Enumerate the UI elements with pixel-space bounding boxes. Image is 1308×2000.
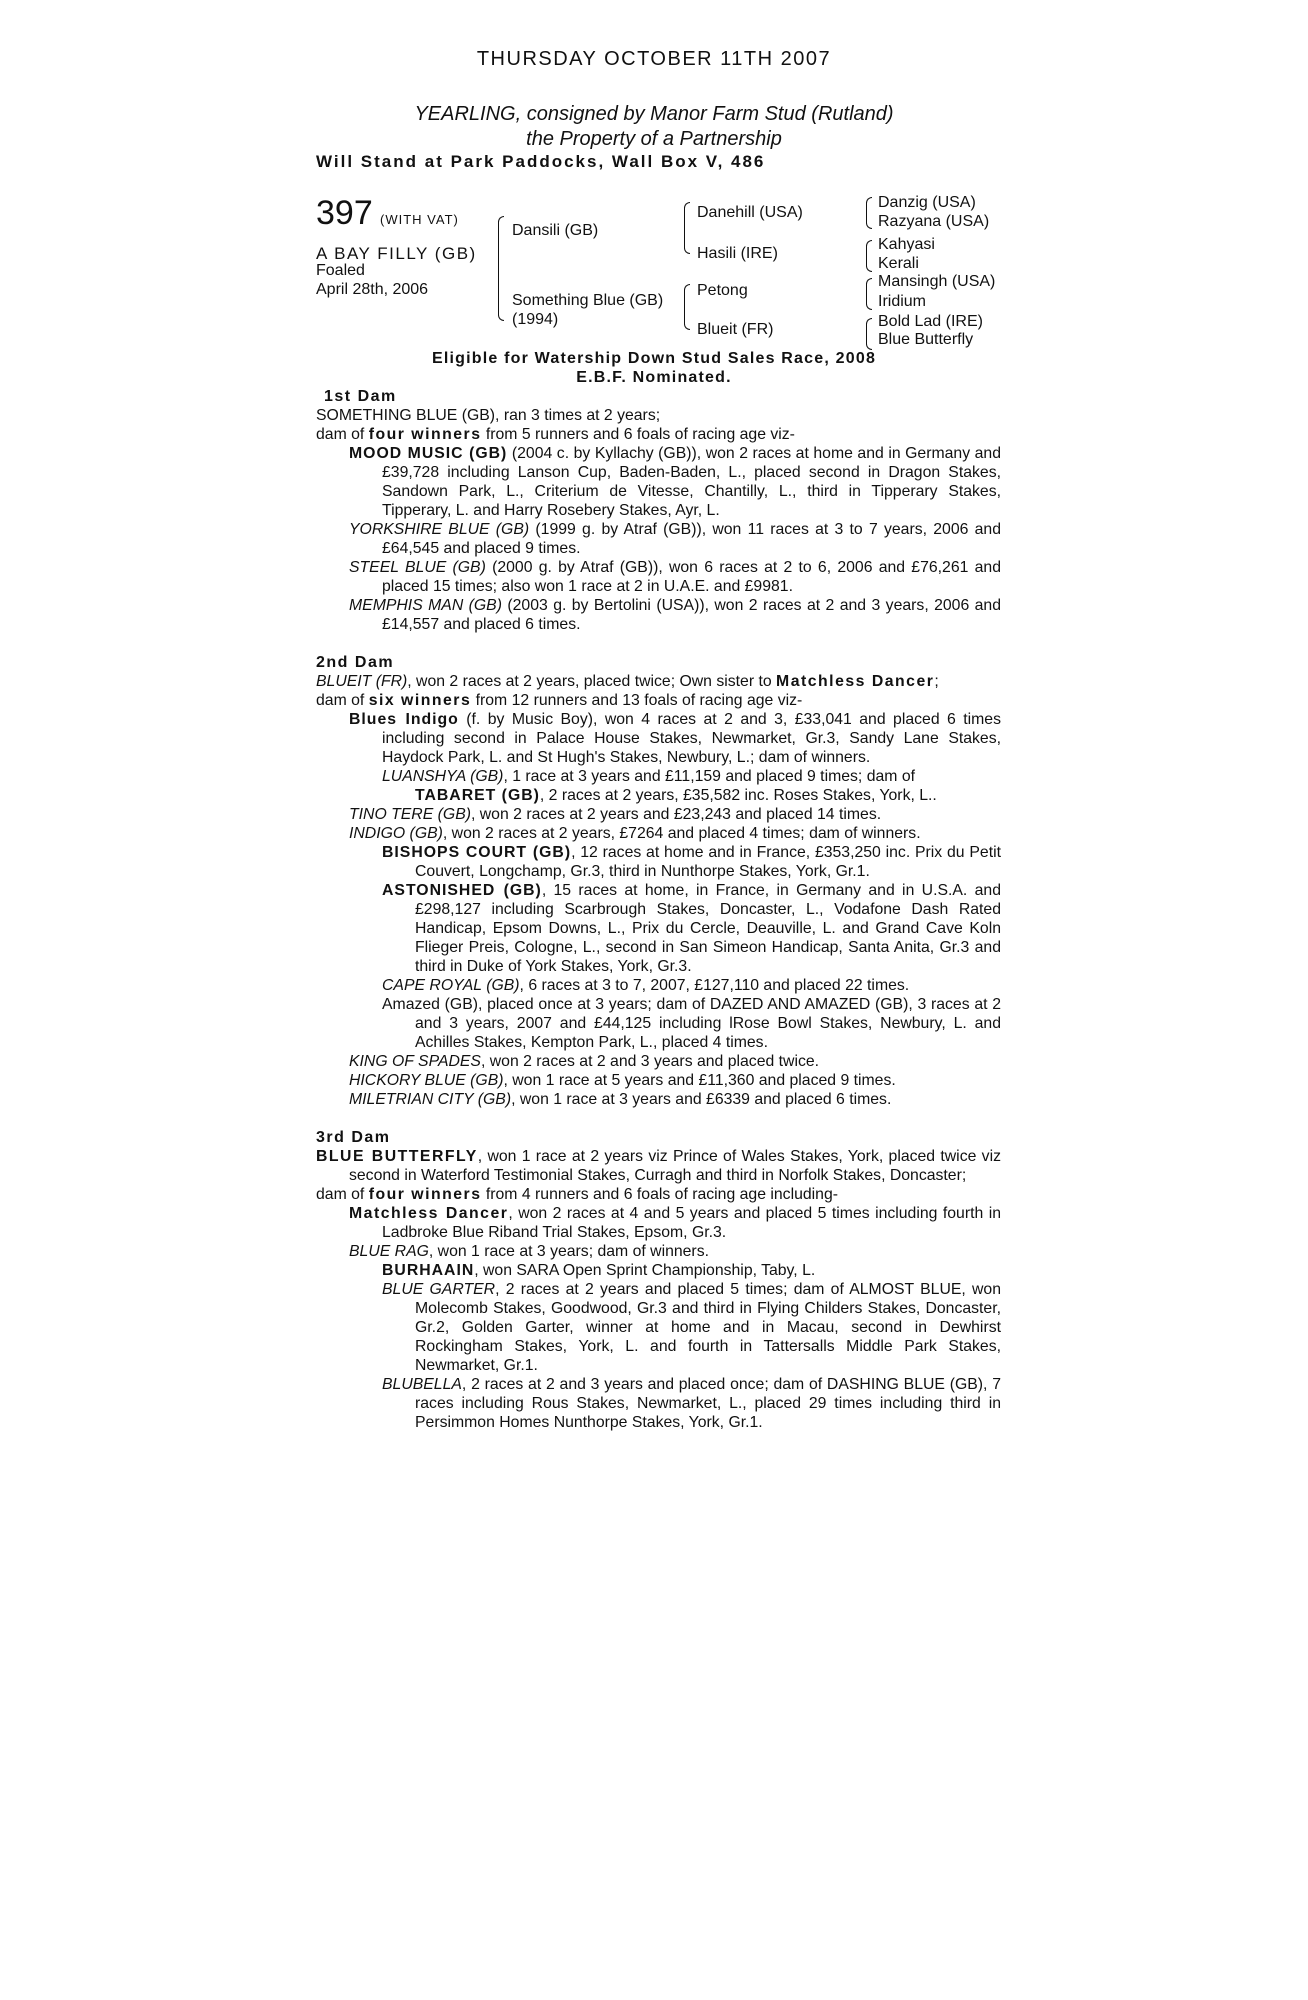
- third-dam-summary: dam of four winners from 4 runners and 6 foals of racing age including-: [316, 1186, 838, 1203]
- third-dam-heading: 3rd Dam: [316, 1129, 391, 1146]
- third-dam-line-2: BLUE RAG, won 1 race at 3 years; dam of winners.: [349, 1243, 709, 1260]
- grandsire-1: Danehill (USA): [697, 204, 803, 221]
- foaled-label: Foaled: [316, 262, 365, 279]
- gen3-6: Iridium: [878, 293, 927, 310]
- second-dam-line-10: KING OF SPADES, won 2 races at 2 and 3 years and placed twice.: [349, 1053, 820, 1070]
- first-dam-produce-2: YORKSHIRE BLUE (GB) (1999 g. by Atraf (GB)), won 11 races at 3 to 7 years, 2006 and £64,545 and placed 9 times.: [349, 521, 1001, 557]
- gen3-2: Razyana (USA): [878, 213, 990, 230]
- vat-note: (WITH VAT): [380, 212, 459, 227]
- third-dam-line-5: BLUBELLA, 2 races at 2 and 3 years and placed once; dam of DASHING BLUE (GB), 7 races including Rous Stakes, Newmarket, L., placed 29 times including third in Persimmon Homes Nunthorpe Stakes, York, Gr.1.: [382, 1376, 1001, 1431]
- sire-parents-brace: [684, 202, 690, 254]
- second-dam-line-3: TABARET (GB), 2 races at 2 years, £35,582 inc. Roses Stakes, York, L..: [415, 787, 937, 804]
- gen3-brace-2: [866, 240, 872, 272]
- first-dam-summary: dam of four winners from 5 runners and 6 foals of racing age viz-: [316, 426, 795, 443]
- first-dam-produce-3: STEEL BLUE (GB) (2000 g. by Atraf (GB)), won 6 races at 2 to 6, 2006 and £76,261 and placed 15 times; also won 1 race at 2 in U.A.E. and £9981.: [349, 559, 1001, 595]
- third-dam-line-3: BURHAAIN, won SARA Open Sprint Championship, Taby, L.: [382, 1262, 816, 1279]
- second-dam-line-8: CAPE ROYAL (GB), 6 races at 3 to 7, 2007, £127,110 and placed 22 times.: [382, 977, 910, 994]
- gen3-3: Kahyasi: [878, 236, 935, 253]
- gen3-brace-4: [866, 318, 872, 350]
- granddam-1: Hasili (IRE): [697, 245, 778, 262]
- gen3-brace-1: [866, 197, 872, 229]
- catalogue-body: [316, 387, 1001, 1432]
- foaled-date: April 28th, 2006: [316, 281, 429, 298]
- second-dam-line-11: HICKORY BLUE (GB), won 1 race at 5 years and £11,360 and placed 9 times.: [349, 1072, 896, 1089]
- first-dam-produce-1: MOOD MUSIC (GB) (2004 c. by Kyllachy (GB)), won 2 races at home and in Germany and £39,728 including Lanson Cup, Baden-Baden, L., placed second in Dragon Stakes, Sandown Park, L., Criterium de Vitesse, Chantilly, L., third in Tipperary Stakes, Tipperary, L. and Harry Rosebery Stakes, Ayr, L.: [349, 445, 1001, 519]
- dam-parents-brace: [684, 284, 690, 330]
- dam-name: Something Blue (GB): [512, 292, 664, 309]
- third-dam-line-4: BLUE GARTER, 2 races at 2 years and placed 5 times; dam of ALMOST BLUE, won Molecomb Stakes, Goodwood, Gr.3 and third in Flying Childers Stakes, Doncaster, Gr.2, Golden Garter, winner at home and in Macau, second in Dewhirst Rockingham Stakes, York, L. and fourth in Tattersalls Middle Park Stakes, Newmarket, Gr.1.: [382, 1281, 1001, 1374]
- second-dam-line-2: LUANSHYA (GB), 1 race at 3 years and £11,159 and placed 9 times; dam of: [382, 768, 915, 785]
- third-dam-line-1: Matchless Dancer, won 2 races at 4 and 5 years and placed 5 times including fourth in Ladbroke Blue Riband Trial Stakes, Epsom, Gr.3.: [349, 1205, 1001, 1241]
- property-line: the Property of a Partnership: [526, 128, 782, 150]
- ebf-line: E.B.F. Nominated.: [576, 369, 732, 386]
- second-dam-summary: dam of six winners from 12 runners and 13 foals of racing age viz-: [316, 692, 803, 709]
- gen3-1: Danzig (USA): [878, 194, 976, 211]
- gen3-brace-3: [866, 278, 872, 310]
- second-dam-line-5: INDIGO (GB), won 2 races at 2 years, £7264 and placed 4 times; dam of winners.: [349, 825, 921, 842]
- sire-name: Dansili (GB): [512, 222, 599, 239]
- lot-description: A BAY FILLY (GB): [316, 244, 477, 263]
- second-dam-line-6: BISHOPS COURT (GB), 12 races at home and in France, £353,250 inc. Prix du Petit Couvert, Longchamp, Gr.3, third in Nunthorpe Stakes, York, Gr.1.: [382, 844, 1001, 880]
- first-dam-heading: 1st Dam: [324, 388, 397, 405]
- second-dam-line-4: TINO TERE (GB), won 2 races at 2 years and £23,243 and placed 14 times.: [349, 806, 882, 823]
- first-dam-produce-4: MEMPHIS MAN (GB) (2003 g. by Bertolini (USA)), won 2 races at 2 and 3 years, 2006 and £14,557 and placed 6 times.: [349, 597, 1002, 633]
- stand-location: Will Stand at Park Paddocks, Wall Box V, 486: [316, 152, 766, 171]
- third-dam-intro: BLUE BUTTERFLY, won 1 race at 2 years viz Prince of Wales Stakes, York, placed twice viz second in Waterford Testimonial Stakes, Curragh and third in Norfolk Stakes, Doncaster;: [316, 1148, 1001, 1184]
- sale-date: THURSDAY OCTOBER 11TH 2007: [476, 48, 832, 70]
- granddam-2: Blueit (FR): [697, 321, 774, 338]
- first-dam-intro: SOMETHING BLUE (GB), ran 3 times at 2 years;: [316, 407, 661, 424]
- gen3-4: Kerali: [878, 255, 919, 272]
- gen3-5: Mansingh (USA): [878, 273, 996, 290]
- second-dam-line-9: Amazed (GB), placed once at 3 years; dam of DAZED AND AMAZED (GB), 3 races at 2 and 3 years, 2007 and £44,125 including lRose Bowl Stakes, Newbury, L. and Achilles Stakes, Kempton Park, L., placed 4 times.: [382, 996, 1001, 1051]
- lot-number: 397: [316, 194, 373, 232]
- second-dam-intro: BLUEIT (FR), won 2 races at 2 years, placed twice; Own sister to Matchless Dancer;: [316, 673, 939, 690]
- eligibility-line: Eligible for Watership Down Stud Sales Race, 2008: [431, 350, 877, 367]
- second-dam-line-12: MILETRIAN CITY (GB), won 1 race at 3 years and £6339 and placed 6 times.: [349, 1091, 892, 1108]
- gen3-8: Blue Butterfly: [878, 331, 974, 348]
- consignor-line: YEARLING, consigned by Manor Farm Stud (Rutland): [414, 103, 894, 125]
- dam-year: (1994): [512, 311, 559, 328]
- grandsire-2: Petong: [697, 282, 748, 299]
- second-dam-line-1: Blues Indigo (f. by Music Boy), won 4 races at 2 and 3, £33,041 and placed 6 times including second in Palace House Stakes, Newmarket, Gr.3, Sandy Lane Stakes, Haydock Park, L. and St Hugh's Stakes, Newbury, L.; dam of winners.: [349, 711, 1001, 766]
- second-dam-line-7: ASTONISHED (GB), 15 races at home, in France, in Germany and in U.S.A. and £298,127 including Scarbrough Stakes, Doncaster, L., Vodafone Dash Rated Handicap, Epsom Downs, L., Prix du Cercle, Deauville, L. and Grand Cave Koln Flieger Preis, Cologne, L., second in San Simeon Handicap, Santa Anita, Gr.3 and third in Duke of York Stakes, York, Gr.3.: [382, 882, 1001, 975]
- gen3-7: Bold Lad (IRE): [878, 313, 983, 330]
- second-dam-heading: 2nd Dam: [316, 654, 395, 671]
- sire-dam-brace: [498, 216, 504, 321]
